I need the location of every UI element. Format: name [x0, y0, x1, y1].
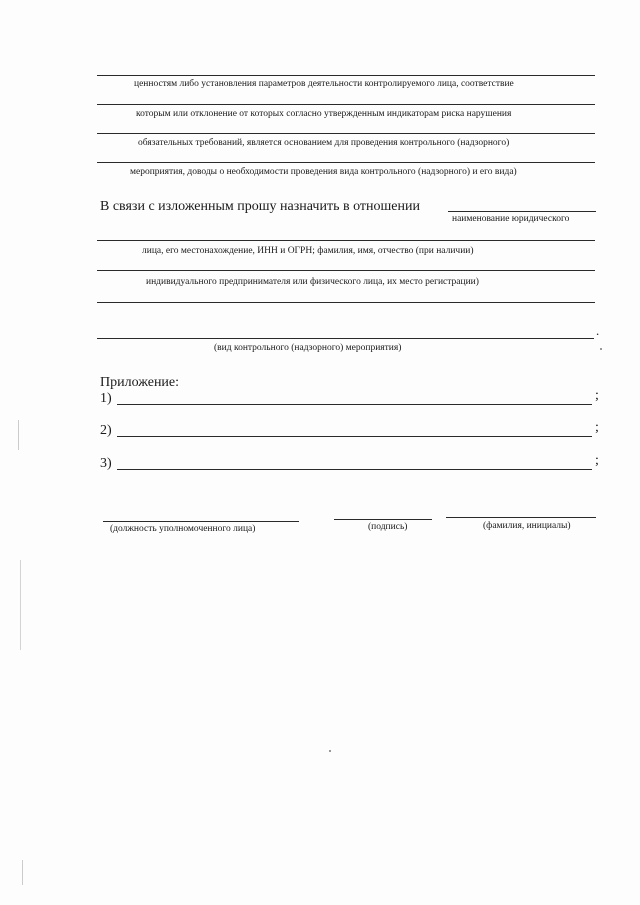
scan-speck	[600, 348, 602, 350]
request-hint-2: лица, его местонахождение, ИНН и ОГРН; фамилия, имя, отчество (при наличии)	[142, 246, 474, 256]
caption-line-3: обязательных требований, является основанием для проведения контрольного (надзорного)	[138, 138, 510, 148]
fill-line	[97, 302, 595, 303]
fill-line	[97, 270, 595, 271]
caption-line-2: которым или отклонение от которых согласно утвержденным индикаторам риска нарушения	[136, 109, 512, 119]
attachment-end: ;	[595, 388, 599, 403]
scan-speck	[22, 860, 23, 885]
fill-line	[97, 133, 595, 134]
fill-line	[97, 338, 594, 339]
event-caption: (вид контрольного (надзорного) мероприятия)	[214, 343, 402, 353]
request-text: В связи с изложенным прошу назначить в отношении	[100, 199, 420, 214]
fill-line	[97, 162, 595, 163]
attachment-end: ;	[595, 453, 599, 468]
attachment-number: 1)	[100, 391, 112, 406]
attachment-end: ;	[595, 420, 599, 435]
request-hint-1: наименование юридического	[452, 214, 570, 224]
fill-line	[97, 75, 595, 76]
scan-speck	[18, 420, 19, 450]
signature-line	[446, 517, 596, 518]
fill-line	[97, 104, 595, 105]
scan-speck	[329, 750, 331, 752]
attachments-title: Приложение:	[100, 375, 180, 390]
attachment-line	[117, 404, 592, 405]
request-hint-3: индивидуального предпринимателя или физического лица, их место регистрации)	[146, 277, 479, 287]
scan-speck	[20, 560, 21, 650]
fill-line	[97, 240, 595, 241]
position-caption: (должность уполномоченного лица)	[110, 524, 256, 534]
end-mark: .	[596, 323, 600, 338]
attachment-line	[117, 469, 592, 470]
signature-line	[103, 521, 299, 522]
attachment-number: 2)	[100, 423, 112, 438]
caption-line-4: мероприятия, доводы о необходимости проведения вида контрольного (надзорного) и его вида)	[130, 167, 517, 177]
signature-line	[334, 519, 432, 520]
attachment-line	[117, 436, 592, 437]
name-caption: (фамилия, инициалы)	[483, 521, 571, 531]
caption-line-1: ценностям либо установления параметров деятельности контролируемого лица, соответствие	[134, 79, 514, 89]
attachment-number: 3)	[100, 456, 112, 471]
fill-line	[448, 211, 596, 212]
signature-caption: (подпись)	[368, 522, 408, 532]
